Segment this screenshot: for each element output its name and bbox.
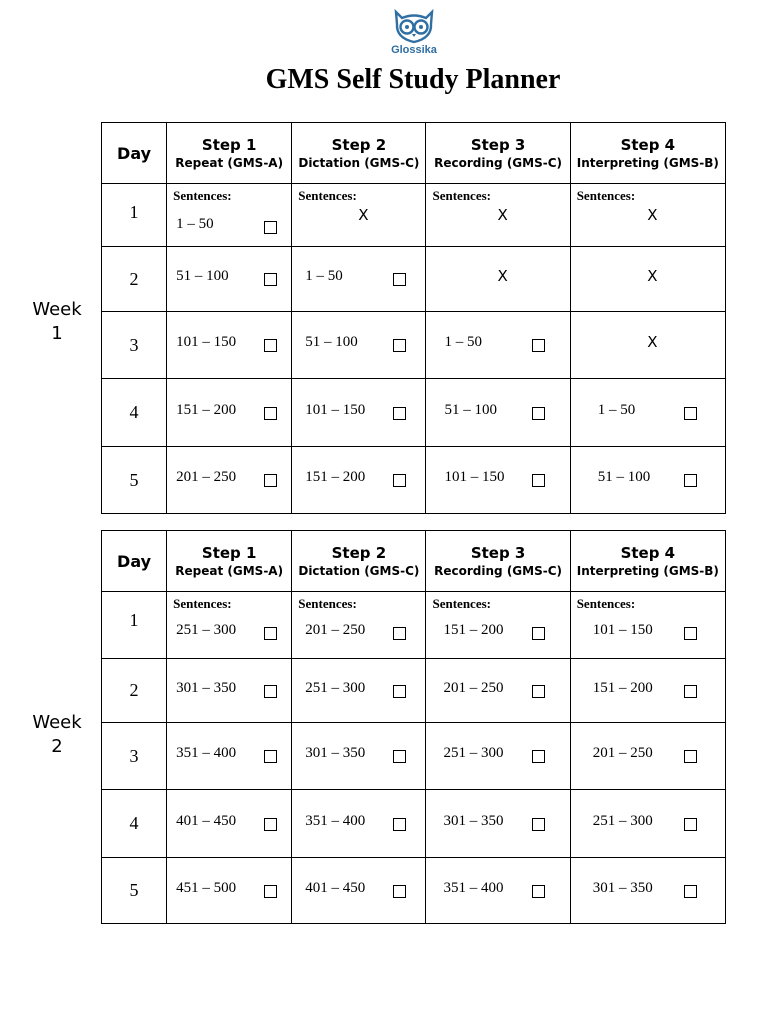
header-step-4 — [570, 123, 725, 184]
sentences-label: Sentences: — [298, 188, 357, 203]
sentence-range: 1 – 50 — [176, 216, 214, 232]
table-row — [102, 379, 726, 447]
step-cell — [167, 790, 292, 858]
step-cell — [426, 659, 570, 723]
step-cell — [570, 447, 725, 514]
owl-icon — [388, 8, 440, 44]
sentence-range: 451 – 500 — [176, 879, 237, 896]
glossika-logo — [382, 8, 446, 58]
table-row — [102, 312, 726, 379]
sentences-label: Sentences: — [576, 596, 636, 611]
week-2-table — [101, 530, 726, 924]
sentence-range: 301 – 350 — [305, 745, 366, 761]
step-cell — [426, 184, 570, 247]
checkbox-icon[interactable] — [393, 685, 406, 698]
checkbox-icon[interactable] — [393, 339, 406, 352]
sentence-range: 101 – 150 — [444, 469, 505, 485]
header-step-1 — [167, 531, 292, 592]
step-subtitle: Dictation (GMS-C) — [298, 156, 420, 170]
logo-text: Glossika — [391, 44, 437, 56]
step-title: Step 1 — [201, 136, 257, 154]
not-applicable-mark: X — [647, 267, 658, 285]
step-cell — [167, 247, 292, 312]
step-cell — [292, 247, 426, 312]
page-title: GMS Self Study Planner — [265, 64, 561, 95]
not-applicable-mark: X — [647, 206, 658, 224]
table-row — [102, 184, 726, 247]
checkbox-icon[interactable] — [264, 339, 277, 352]
step-cell — [570, 247, 725, 312]
checkbox-icon[interactable] — [532, 685, 545, 698]
checkbox-icon[interactable] — [264, 474, 277, 487]
table-row — [102, 723, 726, 790]
sentence-range: 401 – 450 — [305, 879, 366, 896]
step-cell — [292, 723, 426, 790]
sentence-range: 201 – 250 — [176, 469, 237, 485]
checkbox-icon[interactable] — [684, 750, 697, 763]
sentences-label: Sentences: — [432, 596, 491, 611]
step-cell — [426, 447, 570, 514]
step-cell — [292, 379, 426, 447]
header-step-2 — [292, 123, 426, 184]
step-cell — [426, 790, 570, 858]
checkbox-icon[interactable] — [684, 627, 697, 640]
sentence-range: 51 – 100 — [597, 469, 651, 485]
step-title: Step 4 — [620, 544, 676, 562]
checkbox-icon[interactable] — [393, 273, 406, 286]
sentence-range: 101 – 150 — [176, 334, 237, 350]
step-cell — [167, 184, 292, 247]
checkbox-icon[interactable] — [264, 273, 277, 286]
step-subtitle: Dictation (GMS-C) — [298, 564, 420, 578]
sentence-range: 201 – 250 — [592, 745, 653, 761]
step-cell — [426, 592, 570, 659]
step-cell — [570, 858, 725, 924]
week-label-number: 1 — [51, 323, 63, 344]
table-row — [102, 247, 726, 312]
day-number: 4 — [102, 790, 167, 858]
day-number: 3 — [102, 312, 167, 379]
step-subtitle: Recording (GMS-C) — [434, 564, 563, 578]
header-step-2 — [292, 531, 426, 592]
header-day: Day — [102, 123, 167, 184]
step-cell — [570, 659, 725, 723]
step-cell — [292, 184, 426, 247]
header-row — [102, 123, 726, 184]
checkbox-icon[interactable] — [393, 627, 406, 640]
step-cell — [167, 447, 292, 514]
checkbox-icon[interactable] — [264, 685, 277, 698]
sentence-range: 51 – 100 — [444, 401, 497, 418]
step-title: Step 3 — [470, 544, 526, 562]
header-day: Day — [102, 531, 167, 592]
sentences-label: Sentences: — [173, 188, 232, 203]
not-applicable-mark: X — [497, 206, 508, 224]
checkbox-icon[interactable] — [532, 474, 545, 487]
step-title: Step 2 — [331, 544, 387, 562]
step-cell — [426, 723, 570, 790]
step-cell — [292, 592, 426, 659]
checkbox-icon[interactable] — [393, 750, 406, 763]
step-cell — [167, 379, 292, 447]
day-number: 4 — [102, 379, 167, 447]
checkbox-icon[interactable] — [393, 818, 406, 831]
checkbox-icon[interactable] — [532, 818, 545, 831]
step-cell — [426, 247, 570, 312]
sentences-label: Sentences: — [298, 596, 357, 611]
sentence-range: 201 – 250 — [443, 679, 504, 696]
header-step-4 — [570, 531, 725, 592]
checkbox-icon[interactable] — [264, 750, 277, 763]
week-label-text: Week — [32, 712, 82, 733]
step-cell — [292, 447, 426, 514]
day-number: 1 — [102, 184, 167, 247]
header-step-3 — [426, 123, 570, 184]
checkbox-icon[interactable] — [532, 339, 545, 352]
sentence-range: 251 – 300 — [305, 679, 366, 696]
step-cell — [570, 790, 725, 858]
step-title: Step 4 — [620, 136, 676, 154]
step-title: Step 1 — [201, 544, 257, 562]
table-row — [102, 858, 726, 924]
table-row — [102, 592, 726, 659]
sentence-range: 351 – 400 — [176, 745, 237, 761]
day-number: 5 — [102, 858, 167, 924]
checkbox-icon[interactable] — [532, 750, 545, 763]
step-cell — [570, 312, 725, 379]
step-cell — [570, 723, 725, 790]
checkbox-icon[interactable] — [684, 885, 697, 898]
checkbox-icon[interactable] — [264, 627, 277, 640]
step-cell — [292, 790, 426, 858]
sentence-range: 101 – 150 — [305, 401, 366, 418]
step-cell — [426, 312, 570, 379]
step-title: Step 3 — [470, 136, 526, 154]
not-applicable-mark: X — [647, 333, 658, 351]
table-row — [102, 790, 726, 858]
step-cell — [292, 659, 426, 723]
checkbox-icon[interactable] — [532, 885, 545, 898]
step-cell — [570, 184, 725, 247]
checkbox-icon[interactable] — [264, 885, 277, 898]
step-title: Step 2 — [331, 136, 387, 154]
day-number: 5 — [102, 447, 167, 514]
not-applicable-mark: X — [497, 267, 508, 285]
sentence-range: 151 – 200 — [305, 469, 366, 485]
step-cell — [292, 312, 426, 379]
sentence-range: 101 – 150 — [592, 622, 653, 638]
step-cell — [570, 592, 725, 659]
sentence-range: 351 – 400 — [305, 812, 366, 829]
header-step-1 — [167, 123, 292, 184]
step-subtitle: Interpreting (GMS-B) — [576, 564, 719, 578]
sentence-range: 151 – 200 — [176, 401, 237, 418]
checkbox-icon[interactable] — [393, 407, 406, 420]
step-cell — [167, 312, 292, 379]
checkbox-icon[interactable] — [393, 474, 406, 487]
header-step-3 — [426, 531, 570, 592]
week-label-2 — [22, 711, 92, 759]
checkbox-icon[interactable] — [684, 685, 697, 698]
week-label-number: 2 — [51, 736, 63, 757]
not-applicable-mark: X — [358, 206, 369, 224]
step-subtitle: Repeat (GMS-A) — [175, 156, 284, 170]
table-row — [102, 659, 726, 723]
sentence-range: 301 – 350 — [592, 879, 653, 896]
step-subtitle: Repeat (GMS-A) — [175, 564, 284, 578]
table-row — [102, 447, 726, 514]
sentences-label: Sentences: — [173, 596, 232, 611]
sentence-range: 251 – 300 — [176, 622, 237, 638]
sentence-range: 301 – 350 — [176, 679, 237, 696]
checkbox-icon[interactable] — [684, 818, 697, 831]
sentence-range: 251 – 300 — [592, 812, 653, 829]
sentence-range: 1 – 50 — [597, 401, 636, 418]
step-cell — [570, 379, 725, 447]
step-cell — [426, 379, 570, 447]
sentence-range: 401 – 450 — [176, 812, 237, 829]
step-cell — [292, 858, 426, 924]
sentence-range: 51 – 100 — [176, 268, 229, 284]
checkbox-icon[interactable] — [684, 407, 697, 420]
week-label-text: Week — [32, 299, 82, 320]
sentence-range: 151 – 200 — [443, 622, 504, 638]
day-number: 3 — [102, 723, 167, 790]
step-cell — [167, 723, 292, 790]
step-cell — [167, 592, 292, 659]
header-row — [102, 531, 726, 592]
step-cell — [167, 858, 292, 924]
checkbox-icon[interactable] — [264, 818, 277, 831]
day-number: 1 — [102, 592, 167, 659]
sentence-range: 351 – 400 — [443, 879, 504, 896]
sentence-range: 151 – 200 — [592, 679, 653, 696]
day-number: 2 — [102, 659, 167, 723]
checkbox-icon[interactable] — [264, 407, 277, 420]
checkbox-icon[interactable] — [684, 474, 697, 487]
sentence-range: 301 – 350 — [443, 812, 504, 829]
week-1-table — [101, 122, 726, 514]
step-subtitle: Recording (GMS-C) — [434, 156, 563, 170]
step-subtitle: Interpreting (GMS-B) — [576, 156, 719, 170]
sentence-range: 1 – 50 — [444, 334, 482, 350]
sentence-range: 51 – 100 — [305, 334, 358, 350]
checkbox-icon[interactable] — [532, 407, 545, 420]
step-cell — [426, 858, 570, 924]
sentences-label: Sentences: — [576, 188, 636, 203]
checkbox-icon[interactable] — [532, 627, 545, 640]
checkbox-icon[interactable] — [393, 885, 406, 898]
sentence-range: 1 – 50 — [305, 268, 343, 284]
sentences-label: Sentences: — [432, 188, 491, 203]
step-cell — [167, 659, 292, 723]
checkbox-icon[interactable] — [264, 221, 277, 234]
sentence-range: 251 – 300 — [443, 745, 504, 761]
sentence-range: 201 – 250 — [305, 622, 366, 638]
day-number: 2 — [102, 247, 167, 312]
week-label-1 — [22, 298, 92, 346]
